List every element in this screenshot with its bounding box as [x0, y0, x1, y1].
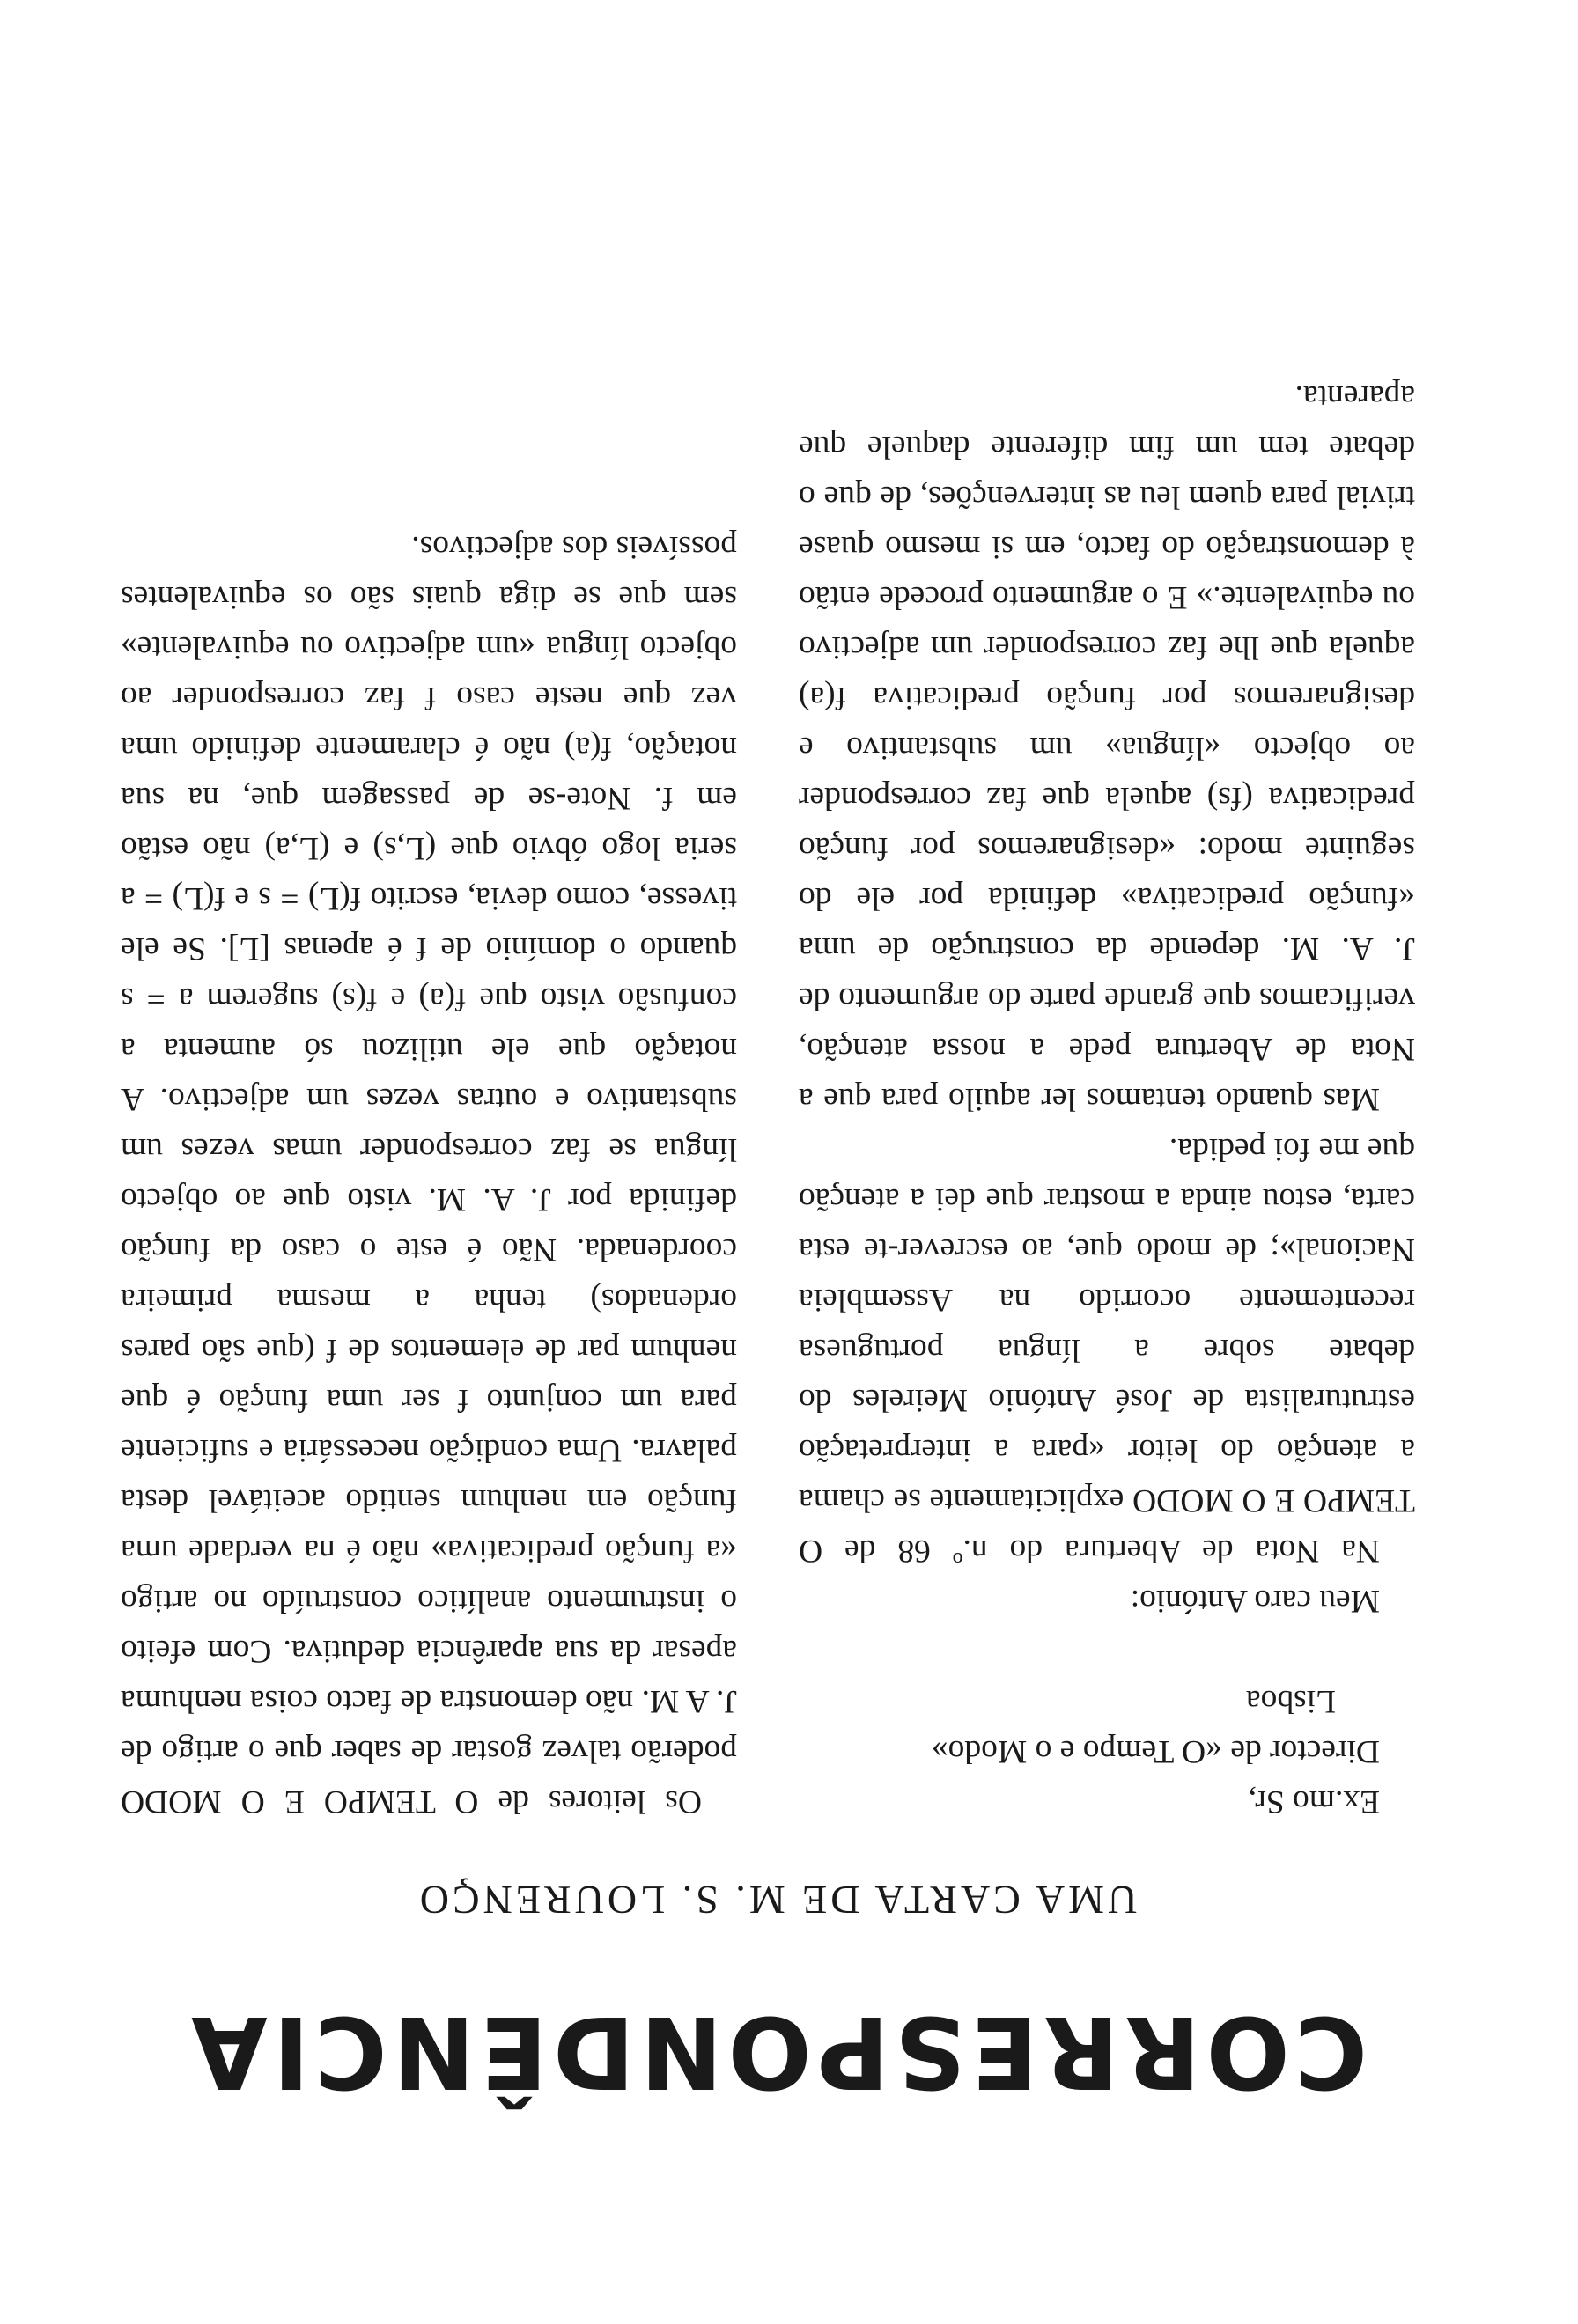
paragraph-1: Na Nota de Abertura do n.º 68 de O TEMPO E O MODO explicitamente se chama a atenção do leitor «para a interpretação estruturalista de José António Meireles do debate sobre a língua portuguesa recentemente ocorrido na Assembleia Nacional»; de modo que, ao escrever-te esta carta, estou ainda a mostrar que dei a atenção que me foi pedida. — [799, 1131, 1415, 1569]
section-heading: CORRESPONDÊNCIA — [186, 1994, 1368, 2108]
letter-column-right — [121, 522, 737, 1827]
paragraph-2: Mas quando tentamos ler aquilo para que a Nota de Abertura pede a nossa atenção, verificamos que grande parte do argumento de J. A. M. depende da construção de uma «função predicativa» definida por ele do seguinte modo: «designaremos por função predicativa (fs) aquela que faz corresponder ao objecto «língua» um substantivo e designaremos por função predicativa f(a) aquela que lhe faz corresponder um adjectivo ou equivalente.» E o argumento procede então à demonstração do facto, em si mesmo quase trivial para quem leu as intervenções, de que o debate tem um fim diferente daquele que aparenta. — [799, 379, 1415, 1117]
recipient: Director de «O Tempo e o Modo» — [931, 1733, 1380, 1769]
article-subheading: UMA CARTA DE M. S. LOURENÇO — [416, 1878, 1138, 1923]
greeting: Meu caro António: — [1130, 1583, 1380, 1619]
city: Lisboa — [1245, 1683, 1336, 1719]
letter-column-left — [799, 371, 1415, 1827]
paragraph-3: Os leitores de O TEMPO E O MODO poderão talvez gostar de saber que o artigo de J. A M. não demonstra de facto coisa nenhuma apesar da sua aparência dedutiva. Com efeito o instrumento analítico construído no artigo «a função predicativa» não é na verdade uma função em nenhum sentido aceitável desta palavra. Uma condição necessária e suficiente para um conjunto f ser uma função é que nenhum par de elementos de f (que são pares ordenados) tenha a mesma primeira coordenada. Não é este o caso da função definida por J. A. M. visto que ao objecto língua se faz corresponder umas vezes um substantivo e outras vezes um adjectivo. A notação que ele utilizou só aumenta a confusão visto que f(a) e f(s) sugerem a = s quando o domínio de f é apenas [L]. Se ele tivesse, como devia, escrito f(L) = s e f(L) = a seria logo óbvio que (L,s) e (L,a) não estão em f. Note-se de passagem que, na sua notação, f(a) não é claramente definido uma vez que neste caso f faz corresponder ao objecto língua «um adjectivo ou equivalente» sem que se diga quais são os equivalentes possíveis dos adjectivos. — [121, 529, 737, 1820]
spacer — [799, 1626, 1415, 1676]
salutation: Ex.mo Sr, — [1248, 1783, 1380, 1820]
